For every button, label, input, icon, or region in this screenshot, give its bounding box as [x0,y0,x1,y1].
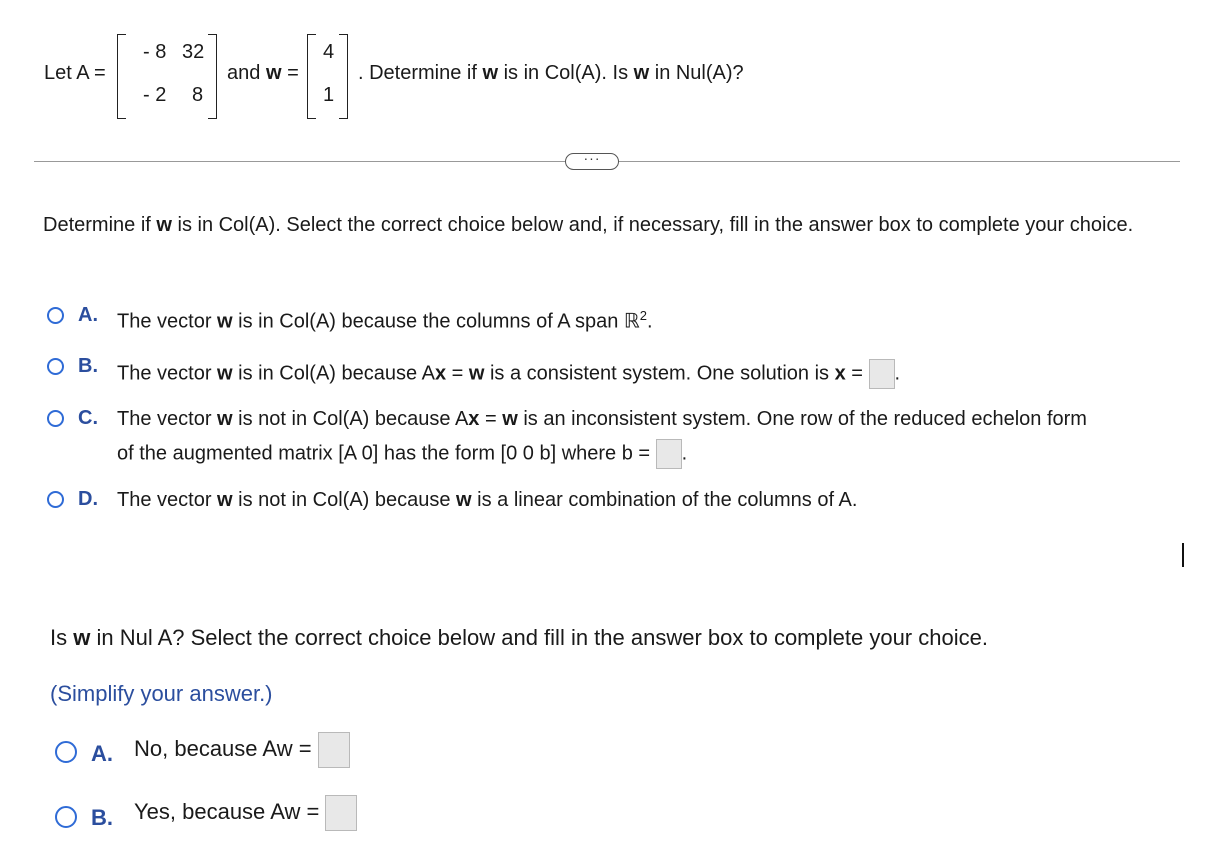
text-part: No, because Aw = [134,735,318,761]
radio-button[interactable] [47,358,64,375]
w-symbol: w [156,214,172,236]
text-part: is an inconsistent system. One row of the reduced echelon form [517,408,1087,430]
x-symbol: x [434,362,447,385]
w-symbol: w [633,62,650,84]
answer-box[interactable] [325,795,357,831]
answer-box[interactable] [869,359,895,389]
prompt-prefix: Is [50,625,74,650]
text-part: The vector [117,310,218,333]
text-part: is not in Col(A) because [232,489,457,511]
text-part: The vector [117,362,218,385]
statement-end: in Nul(A)? [649,62,744,84]
w-symbol: w [217,408,233,430]
expand-button[interactable]: ··· [565,153,619,170]
answer-box[interactable] [656,439,682,469]
statement-mid: is in Col(A). Is [498,62,634,84]
choice-text [134,795,357,831]
radio-button[interactable] [47,410,64,427]
matrix-a-cell: - 2 [143,84,167,106]
text-part: = [446,362,469,385]
text-part: is a consistent system. One solution is [484,362,835,385]
choice-letter: A. [78,304,98,326]
part2-prompt [50,625,988,651]
superscript: 2 [639,308,648,323]
radio-button[interactable] [55,741,77,763]
w-symbol: w [217,310,233,333]
vector-w-right-bracket [339,34,348,119]
text-part: . [894,362,901,385]
matrix-a-cell: 32 [182,41,205,63]
vector-w-cell: 1 [323,84,335,106]
text-part: is a linear combination of the columns of A. [471,489,858,511]
text-cursor [1182,543,1184,567]
matrix-a-left-bracket [117,34,126,119]
choice-text [117,408,1087,431]
text-part: The vector [117,408,218,430]
statement-prefix: . Determine if [358,62,483,84]
w-symbol: w [502,408,518,430]
vector-w-left-bracket [307,34,316,119]
text-part: is in Col(A) because the columns of A span ℝ [232,310,640,333]
choice-text-line2 [117,439,687,469]
text-part: = [479,408,503,430]
and-text: and [227,62,261,84]
text-part: is not in Col(A) because A [232,408,469,430]
x-symbol: x [834,362,846,385]
w-symbol: w [468,362,485,385]
let-a-label: Let A = [44,62,106,84]
text-part: = [845,362,869,385]
prompt-rest: in Nul A? Select the correct choice below and fill in the answer box to complete your choice. [90,625,988,650]
text-part: Yes, because Aw = [134,798,326,824]
choice-letter: A. [91,741,113,766]
text-part: of the augmented matrix [A 0] has the form [0 0 b] where b = [117,442,656,465]
w-symbol: w [482,62,499,84]
choice-letter: B. [91,805,113,830]
answer-box[interactable] [318,732,350,768]
simplify-note: (Simplify your answer.) [50,681,273,706]
part1-prompt [43,212,1173,239]
choice-text [117,308,653,334]
w-symbol: w [265,62,282,84]
choice-letter: B. [78,355,98,377]
prompt-rest: is in Col(A). Select the correct choice below and, if necessary, fill in the answer box to complete your choice. [171,214,1134,236]
problem-question [358,62,744,85]
choice-letter: D. [78,488,98,510]
vector-w-cell: 4 [323,41,335,63]
prompt-prefix: Determine if [43,214,157,236]
and-w-label [227,62,299,85]
choice-text [134,732,350,768]
w-symbol: w [456,489,472,511]
matrix-a-cell: 8 [192,84,204,106]
w-symbol: w [217,362,233,385]
w-symbol: w [217,489,233,511]
x-symbol: x [468,408,480,430]
choice-text [117,359,900,389]
text-part: . [681,442,688,465]
text-part: is in Col(A) because A [232,362,435,385]
w-symbol: w [73,625,91,650]
choice-text [117,489,857,512]
radio-button[interactable] [55,806,77,828]
matrix-a-cell: - 8 [143,41,167,63]
matrix-a-right-bracket [208,34,217,119]
radio-button[interactable] [47,307,64,324]
equals-sign: = [287,62,299,84]
text-part: The vector [117,489,218,511]
radio-button[interactable] [47,491,64,508]
choice-letter: C. [78,407,98,429]
text-part: . [647,310,653,333]
